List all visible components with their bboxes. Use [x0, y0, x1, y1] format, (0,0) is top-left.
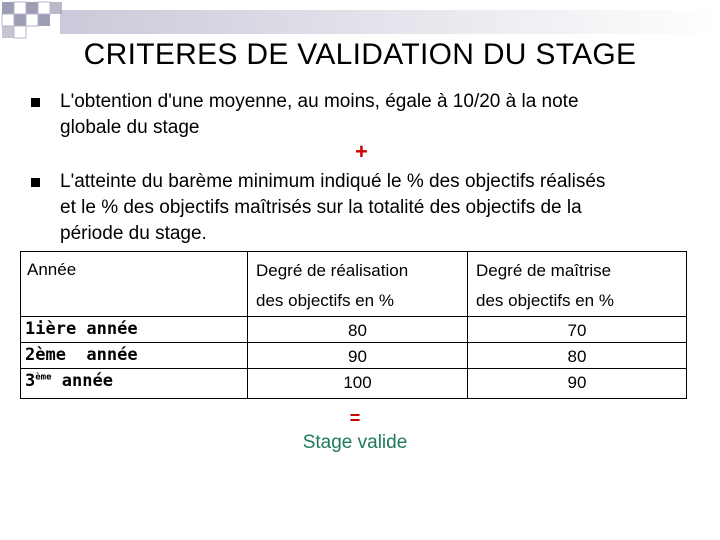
result-label: Stage valide	[302, 432, 408, 453]
plus-sign: +	[355, 139, 368, 164]
row-maitrise: 80	[468, 343, 687, 369]
criteria-table	[20, 251, 687, 399]
year-word: année	[51, 371, 113, 391]
bullet-marker	[31, 98, 40, 107]
bullet-line: globale du stage	[60, 117, 200, 138]
row-maitrise: 70	[468, 317, 687, 343]
row-realisation: 100	[248, 369, 468, 399]
row-realisation: 90	[248, 343, 468, 369]
bullet-line: période du stage.	[60, 223, 207, 244]
bullet-marker	[31, 178, 40, 187]
row-year	[21, 369, 248, 399]
header-year: Année	[21, 252, 248, 317]
decorative-checker-pattern	[0, 0, 720, 40]
year-superscript: ème	[35, 372, 52, 383]
row-maitrise: 90	[468, 369, 687, 399]
table-header-row	[21, 252, 687, 317]
header-realisation	[248, 252, 468, 317]
bullet-line: L'atteinte du barème minimum indiqué le % des objectifs réalisés	[60, 171, 606, 192]
bullet-line: et le % des objectifs maîtrisés sur la totalité des objectifs de la	[60, 197, 582, 218]
table-row	[21, 343, 687, 369]
equals-sign: =	[349, 408, 361, 428]
header-line: Degré de réalisation	[256, 261, 409, 280]
header-line: Degré de maîtrise	[476, 261, 612, 280]
header-line: des objectifs en %	[476, 291, 614, 310]
header-maitrise	[468, 252, 687, 317]
bullet-line: L'obtention d'une moyenne, au moins, égale à 10/20 à la note	[60, 91, 579, 112]
bullet-item-moyenne	[60, 89, 579, 141]
row-year: 2ème année	[21, 343, 248, 369]
bullet-item-bareme	[60, 169, 605, 247]
table-row	[21, 317, 687, 343]
year-number: 3	[25, 371, 36, 391]
row-realisation: 80	[248, 317, 468, 343]
row-year: 1ière année	[21, 317, 248, 343]
table-row	[21, 369, 687, 399]
page-title: CRITERES DE VALIDATION DU STAGE	[83, 38, 637, 71]
header-line: des objectifs en %	[256, 291, 394, 310]
